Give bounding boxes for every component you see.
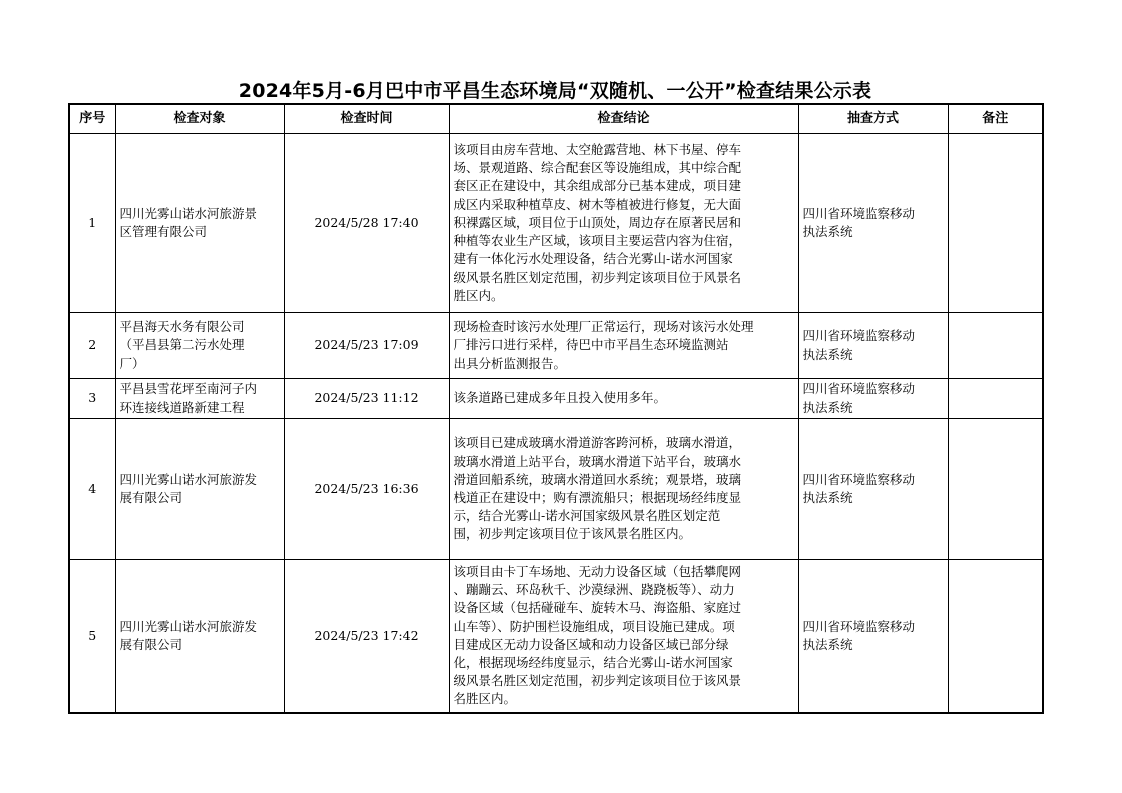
header-method: 抽查方式 (798, 104, 948, 134)
inspection-target: 平昌海天水务有限公司 （平昌县第二污水处理 厂） (115, 313, 284, 379)
inspection-conclusion: 该项目已建成玻璃水滑道游客跨河桥，玻璃水滑道， 玻璃水滑道上站平台，玻璃水滑道下站平台，玻璃水 滑道回船系统，玻璃水滑道回水系统；观景塔，玻璃 栈道正在建设中；购有漂流船只；根据现场经纬度显 示，结合光雾山-诺水河国家级风景名胜区划定范 围，初步判定该项目位于该风景名胜区内。 (449, 419, 798, 560)
inspection-conclusion: 该条道路已建成多年且投入使用多年。 (449, 379, 798, 419)
remark (948, 313, 1043, 379)
remark (948, 134, 1043, 313)
inspection-target: 平昌县雪花坪至南河子内 环连接线道路新建工程 (115, 379, 284, 419)
table-row (69, 379, 1043, 419)
row-number: 5 (69, 560, 115, 713)
header-no: 序号 (69, 104, 115, 134)
header-conclusion: 检查结论 (449, 104, 798, 134)
table-header-row (69, 104, 1043, 134)
table-row (69, 134, 1043, 313)
inspection-target: 四川光雾山诺水河旅游发 展有限公司 (115, 419, 284, 560)
inspection-method: 四川省环境监察移动 执法系统 (798, 134, 948, 313)
inspection-conclusion: 该项目由房车营地、太空舱露营地、林下书屋、停车 场、景观道路、综合配套区等设施组成，其中综合配 套区正在建设中，其余组成部分已基本建成，项目建 成区内采取种植草皮、树木等植被进行修复，无大面 积裸露区域，项目位于山顶处，周边存在原著民居和 种植等农业生产区域，该项目主要运营内容为住宿， 建有一体化污水处理设备，结合光雾山-诺水河国家 级风景名胜区划定范围，初步判定该项目位于风景名 胜区内。 (449, 134, 798, 313)
inspection-conclusion: 现场检查时该污水处理厂正常运行，现场对该污水处理 厂排污口进行采样，待巴中市平昌生态环境监测站 出具分析监测报告。 (449, 313, 798, 379)
header-target: 检查对象 (115, 104, 284, 134)
remark (948, 379, 1043, 419)
page-title: 2024年5月-6月巴中市平昌生态环境局“双随机、一公开”检查结果公示表 (238, 80, 872, 102)
inspection-time: 2024/5/23 17:09 (284, 313, 449, 379)
row-number: 2 (69, 313, 115, 379)
table-row (69, 313, 1043, 379)
row-number: 1 (69, 134, 115, 313)
inspection-method: 四川省环境监察移动 执法系统 (798, 313, 948, 379)
inspection-method: 四川省环境监察移动 执法系统 (798, 379, 948, 419)
inspection-results-table (68, 103, 1044, 714)
inspection-method: 四川省环境监察移动 执法系统 (798, 560, 948, 713)
inspection-time: 2024/5/23 16:36 (284, 419, 449, 560)
inspection-time: 2024/5/23 17:42 (284, 560, 449, 713)
row-number: 4 (69, 419, 115, 560)
row-number: 3 (69, 379, 115, 419)
inspection-time: 2024/5/23 11:12 (284, 379, 449, 419)
inspection-target: 四川光雾山诺水河旅游景 区管理有限公司 (115, 134, 284, 313)
inspection-method: 四川省环境监察移动 执法系统 (798, 419, 948, 560)
inspection-target: 四川光雾山诺水河旅游发 展有限公司 (115, 560, 284, 713)
remark (948, 419, 1043, 560)
table-row (69, 419, 1043, 560)
inspection-time: 2024/5/28 17:40 (284, 134, 449, 313)
header-time: 检查时间 (284, 104, 449, 134)
inspection-conclusion: 该项目由卡丁车场地、无动力设备区域（包括攀爬网 、蹦蹦云、环岛秋千、沙漠绿洲、跷跷板等）、动力 设备区域（包括碰碰车、旋转木马、海盗船、家庭过 山车等）、防护围栏设施组成，项目设施已建成。项 目建成区无动力设备区域和动力设备区域已部分绿 化，根据现场经纬度显示，结合光雾山-诺水河国家 级风景名胜区划定范围，初步判定该项目位于该风景 名胜区内。 (449, 560, 798, 713)
header-note: 备注 (948, 104, 1043, 134)
table-row (69, 560, 1043, 713)
remark (948, 560, 1043, 713)
